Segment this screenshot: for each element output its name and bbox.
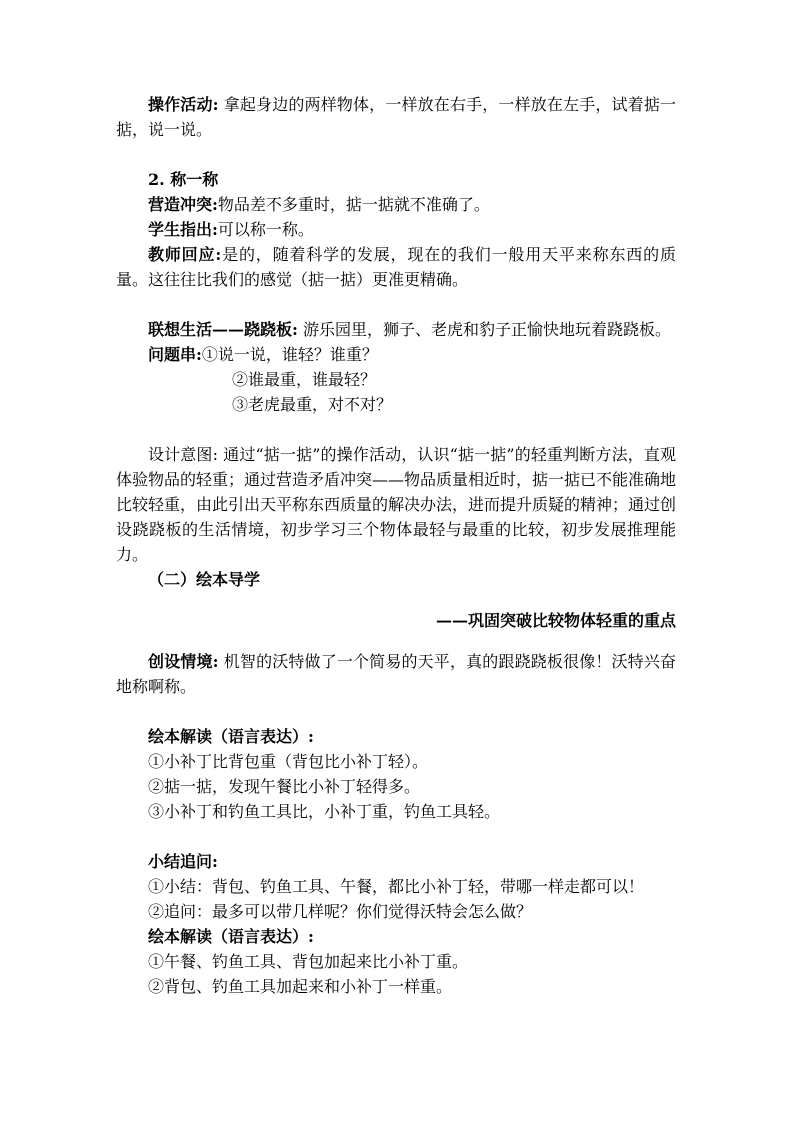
text-teacher-response: 是的，随着科学的发展，现在的我们一般用天平来称东西的质量。这往往比我们的感觉（掂一掂）更准更精确。 <box>116 245 676 289</box>
subheading-picture-book: ——巩固突破比较物体轻重的重点 <box>435 611 676 630</box>
text-student-point: 可以称一称。 <box>217 220 314 239</box>
paragraph-create-conflict <box>116 192 676 217</box>
list-item: ①小结：背包、钓鱼工具、午餐，都比小补丁轻，带哪一样走都可以！ <box>148 877 645 896</box>
text-create-conflict: 物品差不多重时，掂一掂就不准确了。 <box>217 195 490 214</box>
question-item: ②谁最重，谁最轻？ <box>232 370 377 389</box>
question-item: ③老虎最重，对不对？ <box>232 395 393 414</box>
spacer <box>116 417 676 442</box>
list-item: ②掂一掂，发现午餐比小补丁轻得多。 <box>148 777 421 796</box>
text-seesaw: 游乐园里，狮子、老虎和豹子正愉快地玩着跷跷板。 <box>303 320 672 339</box>
heading-reading-2: 绘本解读（语言表达）: <box>148 927 314 946</box>
list-item: ②追问：最多可以带几样呢？你们觉得沃特会怎么做？ <box>148 902 533 921</box>
paragraph-teacher-response <box>116 242 676 292</box>
spacer <box>116 292 676 317</box>
heading-reading-1: 绘本解读（语言表达）: <box>148 727 314 746</box>
heading-summary: 小结追问: <box>148 852 218 871</box>
label-teacher-response: 教师回应: <box>148 245 222 264</box>
paragraph-create-scenario <box>116 649 676 699</box>
list-item: ①午餐、钓鱼工具、背包加起来比小补丁重。 <box>148 952 469 971</box>
label-seesaw: 联想生活——跷跷板: <box>148 320 298 339</box>
paragraph-operation-activity <box>116 92 676 142</box>
heading-picture-book: （二）绘本导学 <box>148 570 261 589</box>
label-student-point: 学生指出: <box>148 220 218 239</box>
paragraph-design-intent: 设计意图: 通过“掂一掂”的操作活动，认识“掂一掂”的轻重判断方法，直观体验物品的轻重；通过营造矛盾冲突——物品质量相近时，掂一掂已不能准确地比较轻重，由此引出天平称东西质量的解决办法，进而提升质疑的精神；通过创设跷跷板的生活情境，初步学习三个物体最轻与最重的比较，初步发展推理能力。 <box>116 445 677 564</box>
document-page <box>116 92 676 999</box>
spacer <box>116 699 676 724</box>
question-item: ①说一说，谁轻？谁重？ <box>201 345 378 364</box>
paragraph-student-point <box>116 217 676 242</box>
question-series <box>116 342 676 367</box>
list-item: ①小补丁比背包重（背包比小补丁轻）。 <box>148 752 429 771</box>
spacer <box>116 824 676 849</box>
paragraph-seesaw <box>116 317 676 342</box>
label-create-conflict: 营造冲突: <box>148 195 218 214</box>
label-operation-activity: 操作活动: <box>148 95 219 114</box>
label-create-scenario: 创设情境: <box>148 652 219 671</box>
list-item: ③小补丁和钓鱼工具比，小补丁重，钓鱼工具轻。 <box>148 802 501 821</box>
text-operation-activity: 拿起身边的两样物体，一样放在右手，一样放在左手，试着掂一掂，说一说。 <box>116 95 676 139</box>
heading-weigh: 2. 称一称 <box>148 170 219 189</box>
spacer <box>116 142 676 167</box>
label-question-series: 问题串: <box>148 345 202 364</box>
text-create-scenario: 机智的沃特做了一个简易的天平，真的跟跷跷板很像！沃特兴奋地称啊称。 <box>116 652 676 696</box>
list-item: ②背包、钓鱼工具加起来和小补丁一样重。 <box>148 977 453 996</box>
